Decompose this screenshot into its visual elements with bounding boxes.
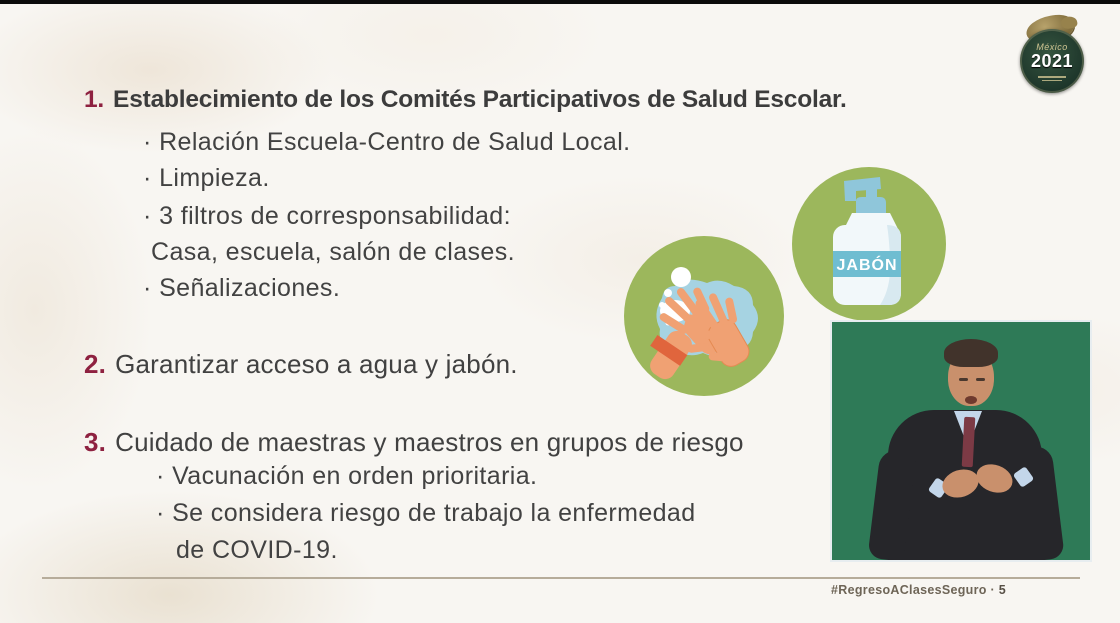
soap-bottle-icon-svg bbox=[792, 167, 946, 321]
section-1-item-1: · Relación Escuela-Centro de Salud Local. bbox=[143, 128, 631, 156]
soap-label: JABÓN bbox=[836, 257, 898, 274]
section-1-heading bbox=[84, 86, 847, 114]
section-1-item-3: · 3 filtros de corresponsabilidad: bbox=[143, 202, 511, 230]
section-1-number: 1. bbox=[84, 86, 105, 113]
logo-country-label: México bbox=[1036, 42, 1068, 52]
soap-bottle-icon bbox=[792, 167, 946, 321]
handwashing-icon bbox=[624, 236, 784, 396]
footer-hashtag: #RegresoAClasesSeguro bbox=[831, 583, 987, 597]
top-border bbox=[0, 0, 1120, 4]
footer-divider-line bbox=[42, 577, 1080, 579]
interpreter-mouth bbox=[965, 396, 977, 404]
sign-language-interpreter-video bbox=[832, 322, 1090, 560]
logo-divider bbox=[1038, 76, 1066, 78]
section-1-item-3-continued: Casa, escuela, salón de clases. bbox=[151, 238, 515, 266]
section-2-heading bbox=[84, 349, 518, 380]
interpreter-eyebrow bbox=[959, 378, 968, 381]
section-3-item-2-continued: de COVID-19. bbox=[176, 536, 338, 564]
section-3-number: 3. bbox=[84, 427, 107, 457]
logo-circle bbox=[1020, 29, 1084, 93]
handwashing-icon-svg bbox=[624, 236, 784, 396]
footer bbox=[831, 583, 1006, 597]
section-2-title: Garantizar acceso a agua y jabón. bbox=[115, 349, 518, 379]
section-3-item-1: · Vacunación en orden prioritaria. bbox=[156, 462, 538, 490]
section-2-number: 2. bbox=[84, 349, 107, 379]
section-3-title: Cuidado de maestras y maestros en grupos de riesgo bbox=[115, 427, 744, 457]
section-3-item-2: · Se considera riesgo de trabajo la enfermedad bbox=[156, 499, 696, 527]
interpreter-eyebrow bbox=[976, 378, 985, 381]
logo-year-label: 2021 bbox=[1030, 51, 1074, 71]
section-1-title: Establecimiento de los Comités Participativos de Salud Escolar. bbox=[113, 86, 847, 113]
section-1-item-4: · Señalizaciones. bbox=[143, 274, 341, 302]
section-3-heading bbox=[84, 427, 744, 458]
section-1-item-2: · Limpieza. bbox=[143, 164, 270, 192]
footer-page-number: 5 bbox=[998, 583, 1006, 597]
footer-separator: · bbox=[990, 583, 995, 597]
interpreter-hair bbox=[944, 339, 998, 367]
mexico-2021-logo bbox=[1014, 16, 1094, 100]
